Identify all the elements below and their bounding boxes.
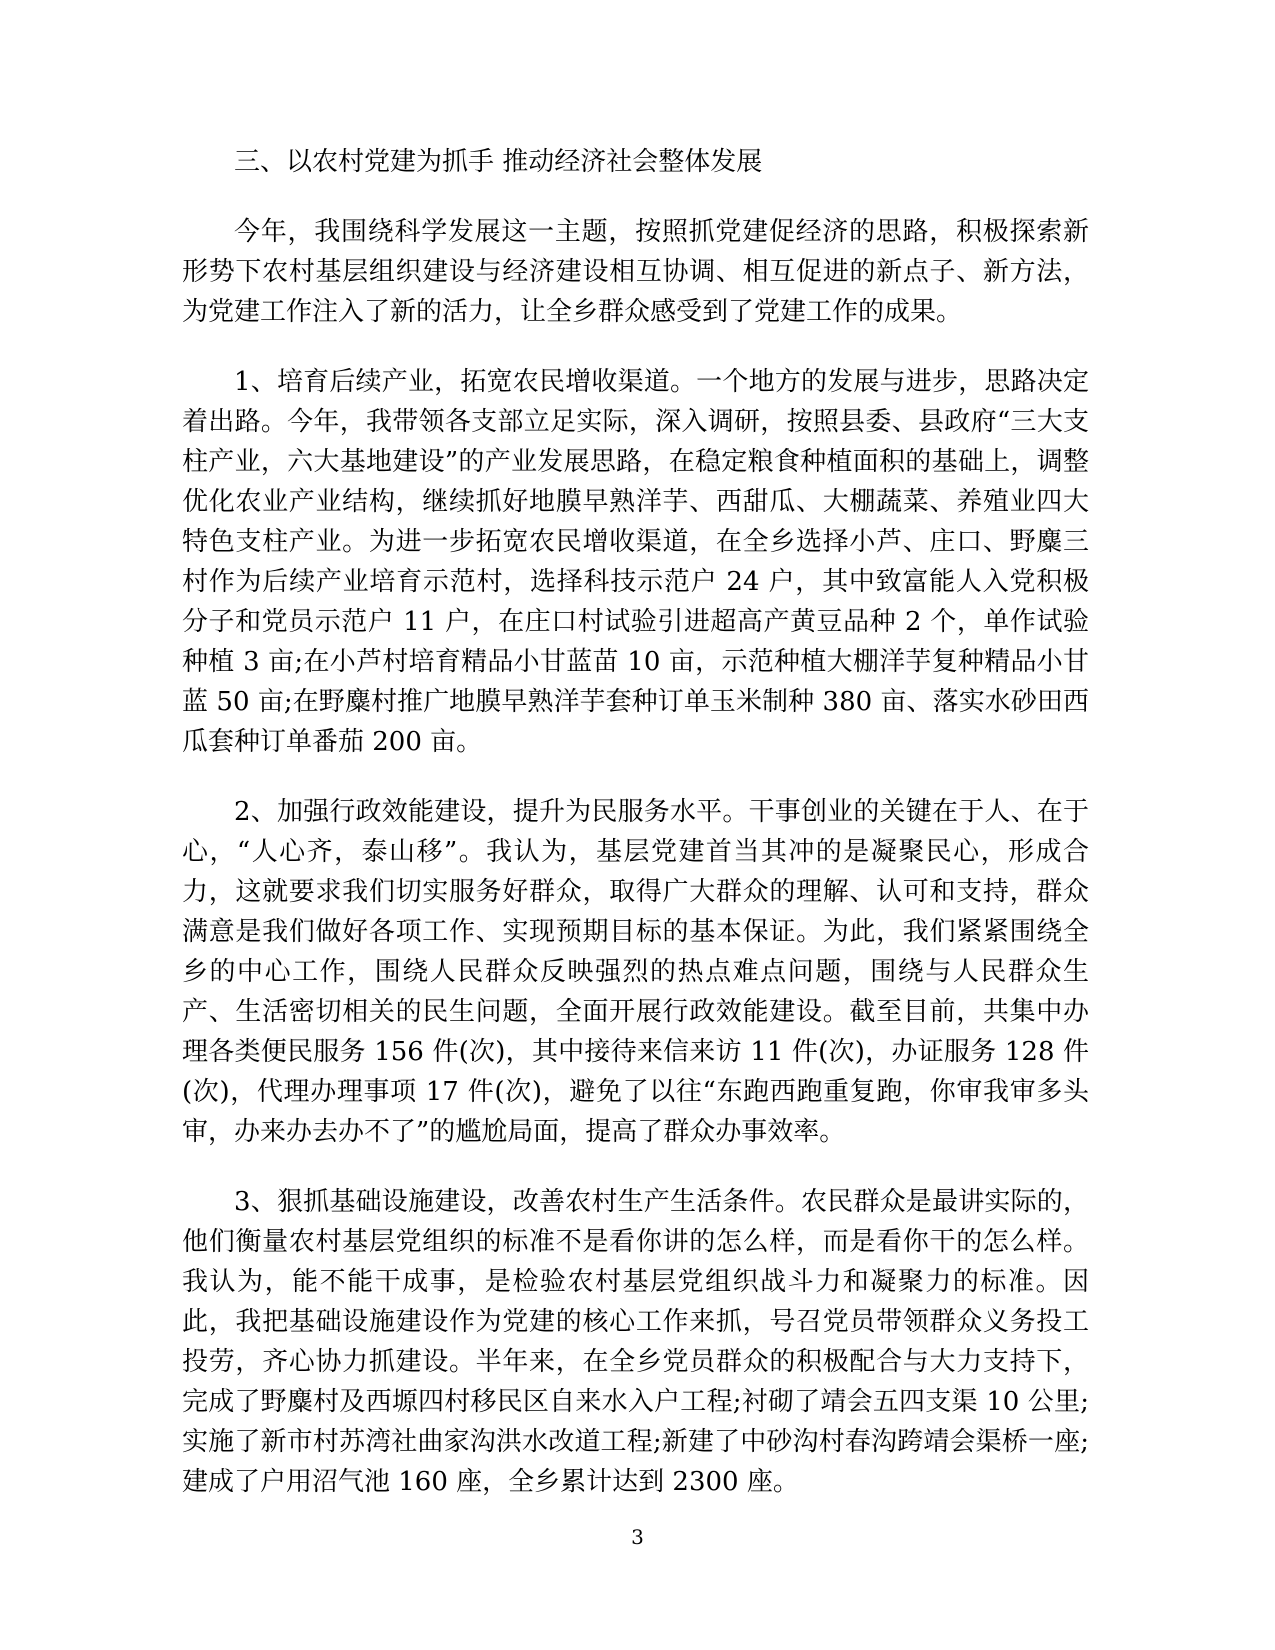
page-content [182, 142, 1089, 1532]
paragraph-industry: 1、培育后续产业，拓宽农民增收渠道。一个地方的发展与进步，思路决定着出路。今年，我带领各支部立足实际，深入调研，按照县委、县政府“三大支柱产业，六大基地建设”的产业发展思路，在稳定粮食种植面积的基础上，调整优化农业产业结构，继续抓好地膜早熟洋芋、西甜瓜、大棚蔬菜、养殖业四大特色支柱产业。为进一步拓宽农民增收渠道，在全乡选择小芦、庄口、野麋三村作为后续产业培育示范村，选择科技示范户 24 户，其中致富能人入党积极分子和党员示范户 11 户，在庄口村试验引进超高产黄豆品种 2 个，单作试验种植 3 亩;在小芦村培育精品小甘蓝苗 10 亩，示范种植大棚洋芋复种精品小甘蓝 50 亩;在野麋村推广地膜早熟洋芋套种订单玉米制种 380 亩、落实水砂田西瓜套种订单番茄 200 亩。 [182, 367, 1089, 757]
paragraph-infrastructure: 3、狠抓基础设施建设，改善农村生产生活条件。农民群众是最讲实际的，他们衡量农村基层党组织的标准不是看你讲的怎么样，而是看你干的怎么样。我认为，能不能干成事，是检验农村基层党组织战斗力和凝聚力的标准。因此，我把基础设施建设作为党建的核心工作来抓，号召党员带领群众义务投工投劳，齐心协力抓建设。半年来，在全乡党员群众的积极配合与大力支持下，完成了野麋村及西塬四村移民区自来水入户工程;衬砌了靖会五四支渠 10 公里;实施了新市村苏湾社曲家沟洪水改道工程;新建了中砂沟村春沟跨靖会渠桥一座;建成了户用沼气池 160 座，全乡累计达到 2300 座。 [182, 1187, 1089, 1497]
paragraph-administrative-efficiency: 2、加强行政效能建设，提升为民服务水平。干事创业的关键在于人、在于心，“人心齐，泰山移”。我认为，基层党建首当其冲的是凝聚民心，形成合力，这就要求我们切实服务好群众，取得广大群众的理解、认可和支持，群众满意是我们做好各项工作、实现预期目标的基本保证。为此，我们紧紧围绕全乡的中心工作，围绕人民群众反映强烈的热点难点问题，围绕与人民群众生产、生活密切相关的民生问题，全面开展行政效能建设。截至目前，共集中办理各类便民服务 156 件(次)，其中接待来信来访 11 件(次)，办证服务 128 件(次)，代理办理事项 17 件(次)，避免了以往“东跑西跑重复跑，你审我审多头审，办来办去办不了”的尴尬局面，提高了群众办事效率。 [182, 797, 1089, 1147]
page-number: 3 [631, 1525, 644, 1549]
section-heading: 三、以农村党建为抓手 推动经济社会整体发展 [234, 147, 763, 177]
paragraph-intro: 今年，我围绕科学发展这一主题，按照抓党建促经济的思路，积极探索新形势下农村基层组织建设与经济建设相互协调、相互促进的新点子、新方法，为党建工作注入了新的活力，让全乡群众感受到了党建工作的成果。 [182, 217, 1089, 327]
